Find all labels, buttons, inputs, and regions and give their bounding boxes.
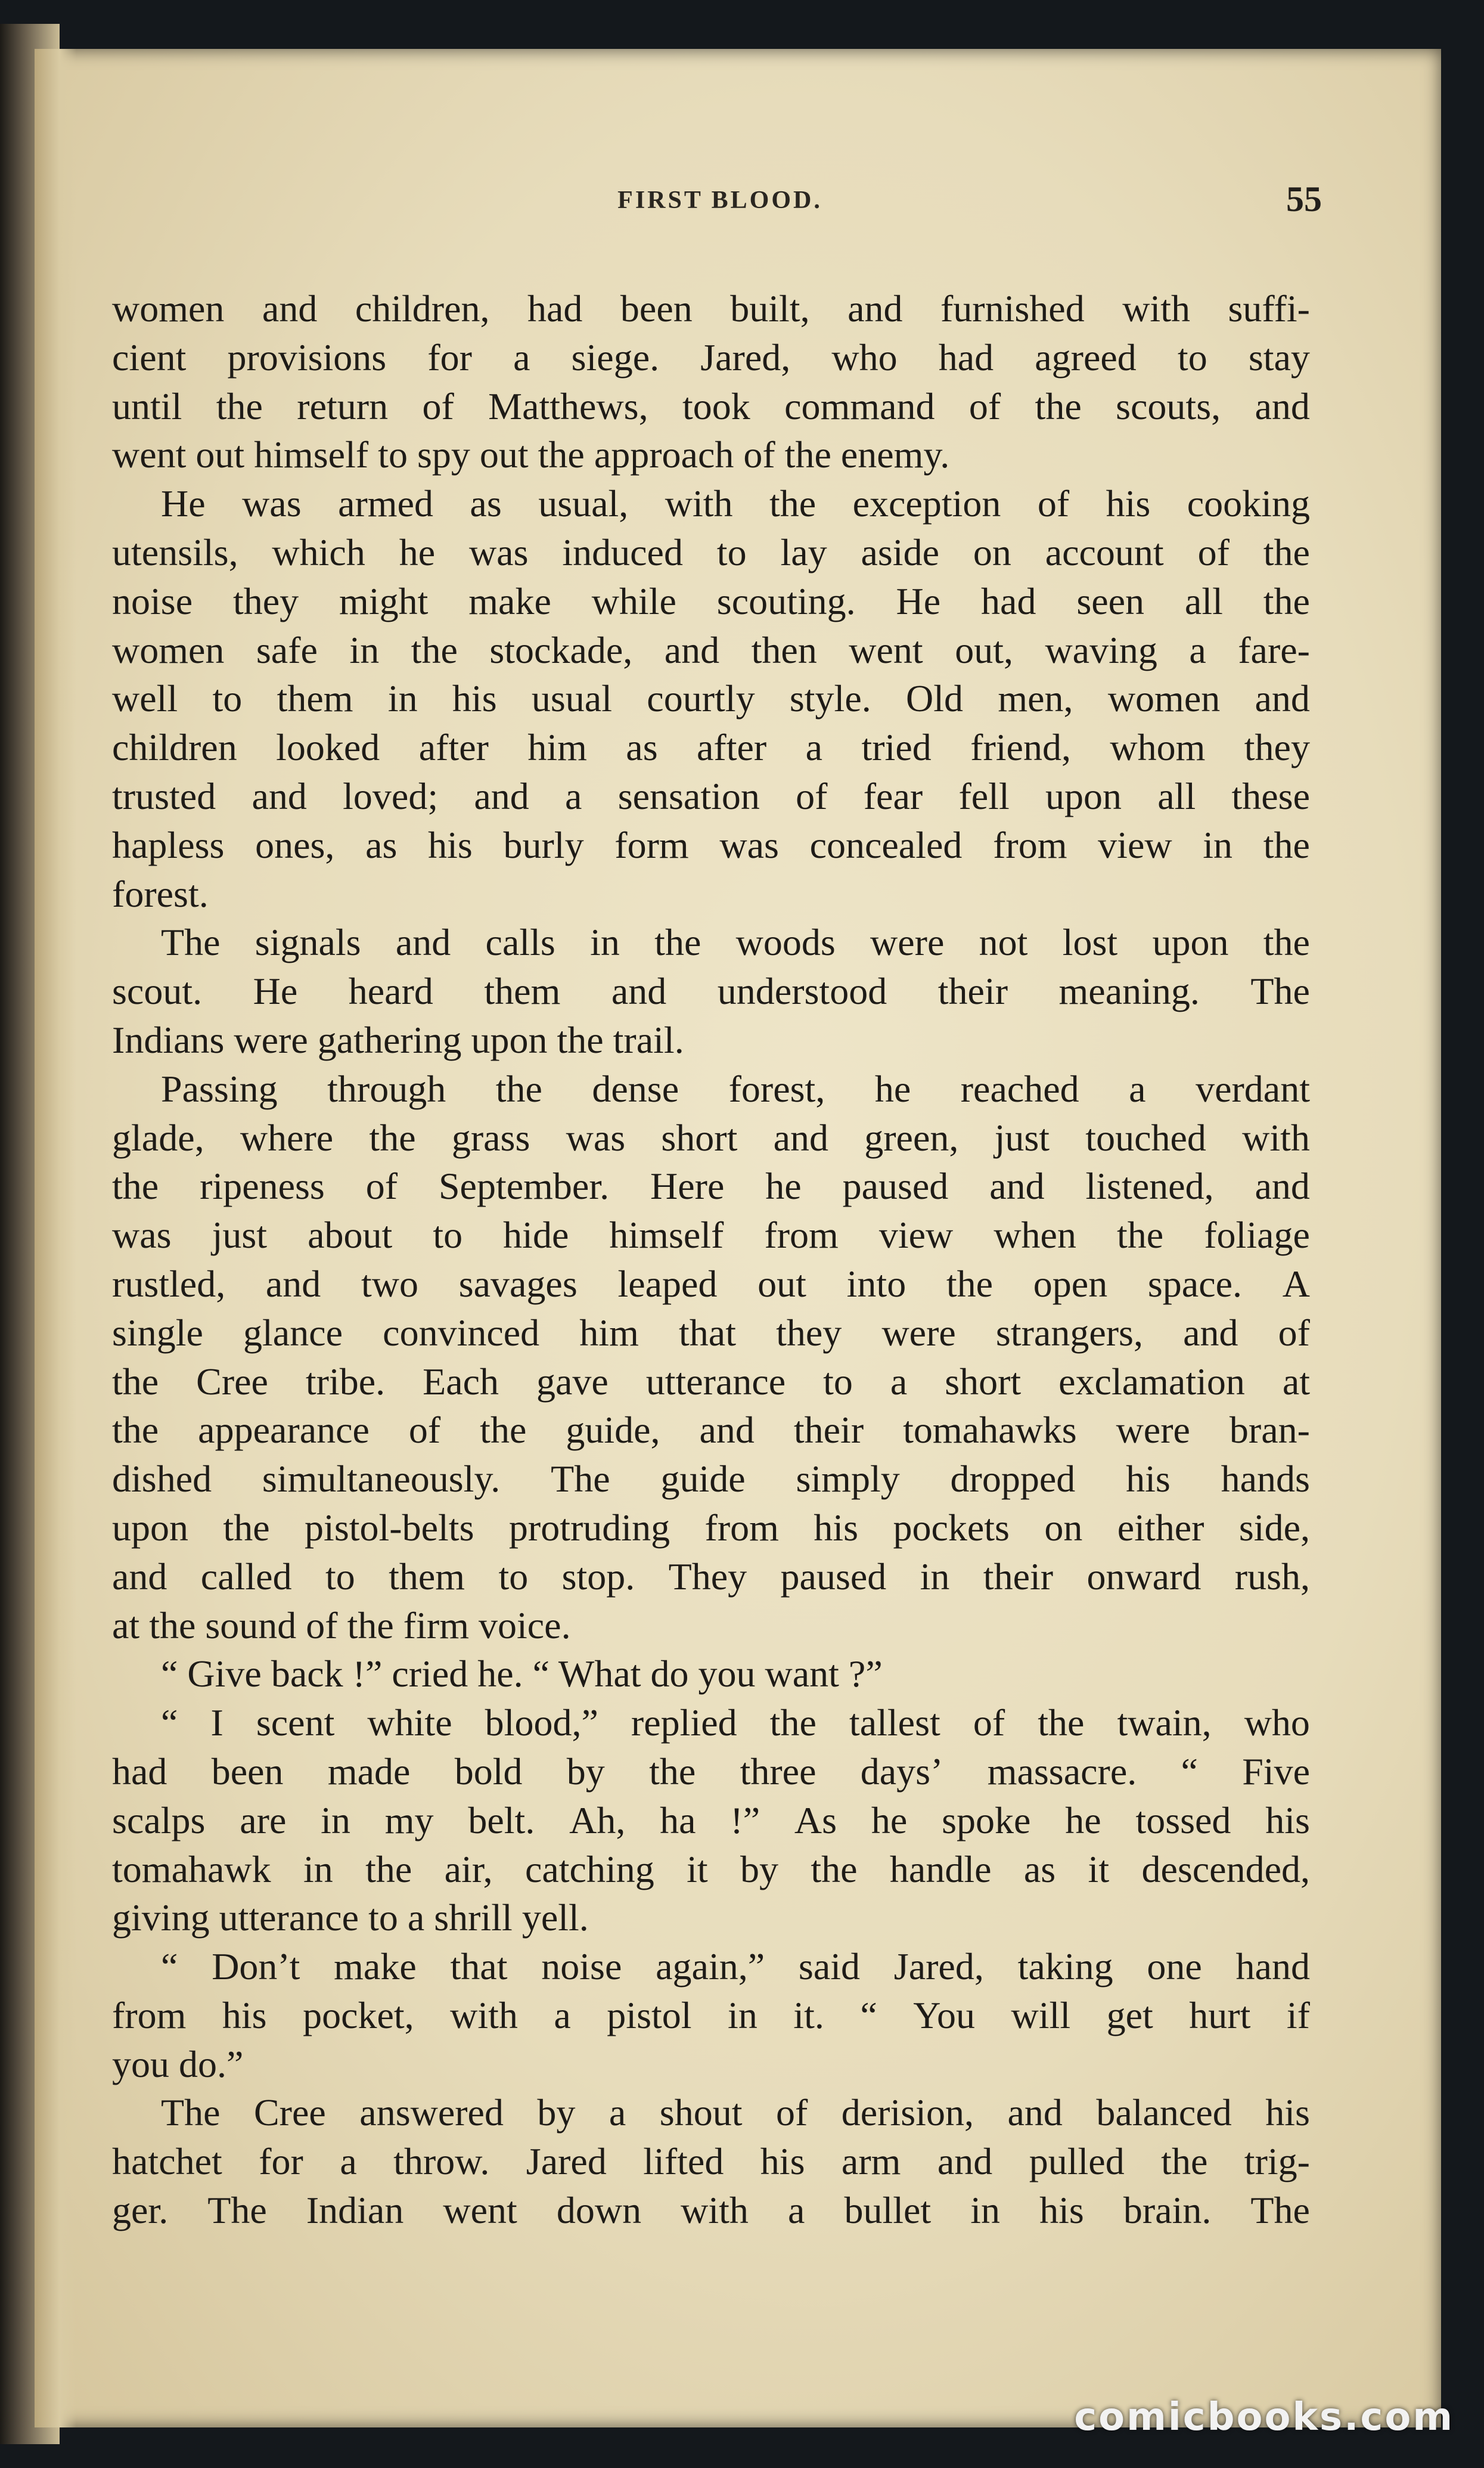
- text-line: and called to them to stop. They paused in their onward rush,: [112, 1555, 1310, 1598]
- text-line: was just about to hide himself from view when the foliage: [112, 1214, 1310, 1257]
- text-line: giving utterance to a shrill yell.: [112, 1896, 589, 1939]
- book-page: [35, 49, 1441, 2427]
- text-line: scalps are in my belt. Ah, ha !” As he spoke he tossed his: [112, 1799, 1310, 1841]
- page-number: 55: [1286, 179, 1322, 219]
- text-line: noise they might make while scouting. He had seen all the: [112, 579, 1310, 622]
- text-line: the Cree tribe. Each gave utterance to a short exclamation at: [112, 1360, 1310, 1403]
- text-line: had been made bold by the three days’ massacre. “ Five: [112, 1750, 1310, 1793]
- text-line: until the return of Matthews, took command of the scouts, and: [112, 385, 1310, 427]
- text-line: utensils, which he was induced to lay aside on account of the: [112, 531, 1310, 573]
- text-line: cient provisions for a siege. Jared, who had agreed to stay: [112, 336, 1310, 379]
- text-line: well to them in his usual courtly style. Old men, women and: [112, 677, 1310, 720]
- text-line: upon the pistol-belts protruding from his pockets on either side,: [112, 1506, 1310, 1549]
- text-line: forest.: [112, 872, 209, 915]
- text-line: tomahawk in the air, catching it by the handle as it descended,: [112, 1847, 1310, 1890]
- body-text: [112, 284, 1310, 2287]
- text-line: “ I scent white blood,” replied the tallest of the twain, who: [161, 1701, 1310, 1744]
- text-line: Passing through the dense forest, he reached a verdant: [161, 1067, 1310, 1110]
- text-line: He was armed as usual, with the exception of his cooking: [161, 482, 1310, 525]
- text-line: from his pocket, with a pistol in it. “ You will get hurt if: [112, 1993, 1310, 2036]
- text-line: scout. He heard them and understood their meaning. The: [112, 970, 1310, 1013]
- running-head: [118, 179, 1322, 240]
- text-line: rustled, and two savages leaped out into the open space. A: [112, 1262, 1310, 1305]
- text-line: The Cree answered by a shout of derision, and balanced his: [161, 2091, 1310, 2134]
- text-line: “ Don’t make that noise again,” said Jared, taking one hand: [161, 1945, 1310, 1988]
- text-line: dished simultaneously. The guide simply dropped his hands: [112, 1458, 1310, 1500]
- page-gutter: [35, 49, 76, 2427]
- text-line: “ Give back !” cried he. “ What do you want ?”: [161, 1652, 883, 1695]
- text-line: women safe in the stockade, and then went out, waving a fare-: [112, 628, 1310, 671]
- text-line: you do.”: [112, 2042, 244, 2085]
- text-line: The signals and calls in the woods were not lost upon the: [161, 921, 1310, 964]
- text-line: went out himself to spy out the approach of the enemy.: [112, 433, 950, 476]
- text-line: hatchet for a throw. Jared lifted his arm and pulled the trig-: [112, 2140, 1310, 2183]
- text-line: Indians were gathering upon the trail.: [112, 1018, 684, 1061]
- site-watermark: comicbooks.com: [1074, 2395, 1454, 2439]
- text-line: single glance convinced him that they were strangers, and of: [112, 1311, 1310, 1354]
- text-line: at the sound of the firm voice.: [112, 1604, 571, 1647]
- text-line: glade, where the grass was short and green, just touched with: [112, 1116, 1310, 1159]
- text-line: children looked after him as after a tried friend, whom they: [112, 726, 1310, 769]
- text-line: ger. The Indian went down with a bullet in his brain. The: [112, 2189, 1310, 2232]
- text-line: the appearance of the guide, and their tomahawks were bran-: [112, 1409, 1310, 1452]
- text-line: trusted and loved; and a sensation of fear fell upon all these: [112, 774, 1310, 817]
- running-title: FIRST BLOOD.: [617, 187, 822, 214]
- text-line: women and children, had been built, and furnished with suffi-: [112, 287, 1310, 330]
- text-line: hapless ones, as his burly form was concealed from view in the: [112, 823, 1310, 866]
- text-line: the ripeness of September. Here he paused and listened, and: [112, 1165, 1310, 1208]
